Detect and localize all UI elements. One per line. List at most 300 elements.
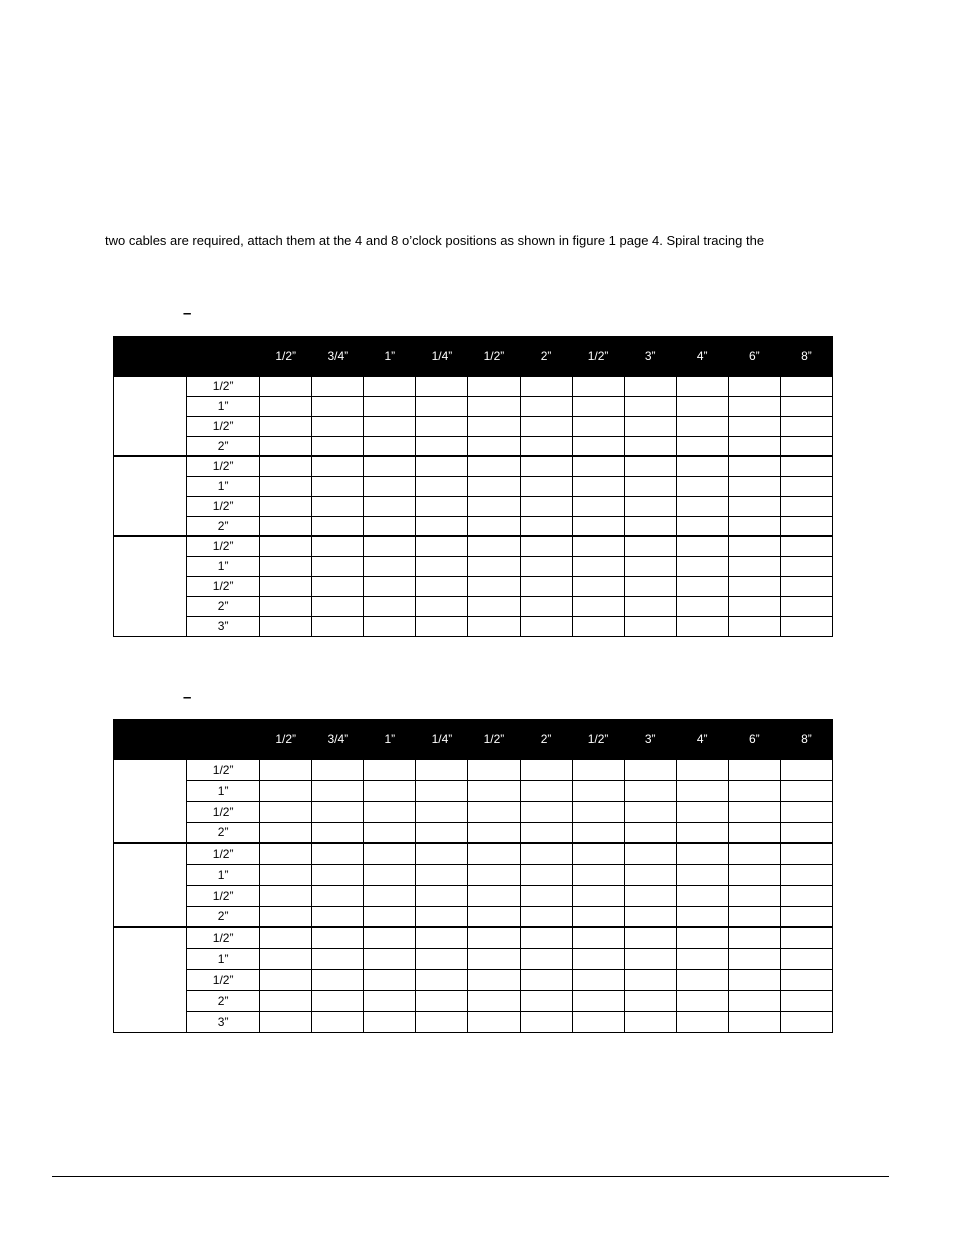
- table-cell: [520, 396, 572, 416]
- table-cell: [416, 969, 468, 990]
- table-cell: [364, 556, 416, 576]
- table-cell: [364, 843, 416, 864]
- column-header: 1”: [364, 720, 416, 760]
- column-header: 3/4”: [312, 337, 364, 377]
- table-cell: [728, 1011, 780, 1032]
- table-cell: [520, 780, 572, 801]
- table-cell: [780, 536, 832, 556]
- table-cell: [572, 616, 624, 636]
- table-cell: [676, 906, 728, 927]
- table-cell: [312, 436, 364, 456]
- row-size-label: 2”: [187, 596, 260, 616]
- table-cell: [312, 596, 364, 616]
- table-cell: [312, 948, 364, 969]
- table-row: [114, 616, 833, 636]
- table-cell: [676, 416, 728, 436]
- table-cell: [468, 456, 520, 476]
- table-cell: [728, 496, 780, 516]
- row-size-label: 1/2”: [187, 496, 260, 516]
- table-row: [114, 969, 833, 990]
- table-cell: [728, 376, 780, 396]
- table-cell: [624, 576, 676, 596]
- table-cell: [728, 436, 780, 456]
- table-cell: [572, 906, 624, 927]
- column-header: 1”: [364, 337, 416, 377]
- table-cell: [728, 616, 780, 636]
- table-cell: [260, 576, 312, 596]
- table-cell: [468, 780, 520, 801]
- table-cell: [676, 990, 728, 1011]
- table-cell: [676, 927, 728, 948]
- table-cell: [572, 864, 624, 885]
- table-cell: [468, 496, 520, 516]
- table-cell: [676, 864, 728, 885]
- table-cell: [676, 376, 728, 396]
- table-cell: [676, 616, 728, 636]
- table-cell: [572, 948, 624, 969]
- table-cell: [364, 906, 416, 927]
- table-cell: [520, 864, 572, 885]
- table-cell: [260, 780, 312, 801]
- table-cell: [676, 596, 728, 616]
- table-cell: [624, 536, 676, 556]
- row-size-label: 1”: [187, 556, 260, 576]
- table-row: [114, 556, 833, 576]
- table-row: [114, 927, 833, 948]
- table-cell: [624, 516, 676, 536]
- table-cell: [624, 801, 676, 822]
- table-cell: [312, 885, 364, 906]
- table-cell: [260, 396, 312, 416]
- row-size-label: 1/2”: [187, 759, 260, 780]
- table-cell: [676, 948, 728, 969]
- table-cell: [780, 476, 832, 496]
- table-cell: [260, 476, 312, 496]
- column-header: 1/2”: [468, 720, 520, 760]
- column-header: 6”: [728, 720, 780, 760]
- table-cell: [364, 436, 416, 456]
- row-size-label: 1/2”: [187, 843, 260, 864]
- table-cell: [572, 556, 624, 576]
- table-cell: [676, 496, 728, 516]
- table-cell: [780, 780, 832, 801]
- table-cell: [312, 906, 364, 927]
- column-header: [114, 337, 187, 377]
- table-cell: [260, 1011, 312, 1032]
- column-header: 1/4”: [416, 720, 468, 760]
- table-cell: [572, 436, 624, 456]
- table-cell: [728, 822, 780, 843]
- table-cell: [780, 927, 832, 948]
- header-row: [114, 337, 833, 377]
- table-cell: [364, 864, 416, 885]
- table-cell: [364, 396, 416, 416]
- table-cell: [572, 596, 624, 616]
- table-cell: [676, 516, 728, 536]
- table-cell: [468, 396, 520, 416]
- table-1-caption-dash: –: [183, 305, 192, 322]
- table-cell: [468, 376, 520, 396]
- table-cell: [260, 436, 312, 456]
- table-row: [114, 476, 833, 496]
- table-cell: [572, 990, 624, 1011]
- table-cell: [520, 616, 572, 636]
- table-cell: [260, 927, 312, 948]
- table-cell: [728, 990, 780, 1011]
- row-size-label: 2”: [187, 906, 260, 927]
- table-cell: [728, 536, 780, 556]
- table-cell: [260, 536, 312, 556]
- table-cell: [780, 864, 832, 885]
- column-header: 8”: [780, 337, 832, 377]
- column-header: [114, 720, 187, 760]
- table-cell: [728, 864, 780, 885]
- table-cell: [468, 576, 520, 596]
- table-cell: [468, 885, 520, 906]
- column-header: 1/2”: [468, 337, 520, 377]
- table-row: [114, 456, 833, 476]
- row-size-label: 2”: [187, 822, 260, 843]
- table-cell: [520, 576, 572, 596]
- table-cell: [312, 822, 364, 843]
- table-cell: [468, 536, 520, 556]
- table-cell: [416, 616, 468, 636]
- table-cell: [780, 969, 832, 990]
- table-cell: [364, 456, 416, 476]
- table-cell: [780, 376, 832, 396]
- table-cell: [624, 990, 676, 1011]
- table-cell: [468, 969, 520, 990]
- table-cell: [468, 516, 520, 536]
- table-cell: [572, 536, 624, 556]
- column-header: 3/4”: [312, 720, 364, 760]
- table-cell: [364, 885, 416, 906]
- table-cell: [676, 885, 728, 906]
- table-cell: [260, 596, 312, 616]
- table-cell: [676, 576, 728, 596]
- table-cell: [364, 822, 416, 843]
- row-size-label: 1/2”: [187, 376, 260, 396]
- table-cell: [728, 969, 780, 990]
- table-cell: [572, 576, 624, 596]
- table-cell: [260, 496, 312, 516]
- table-cell: [624, 885, 676, 906]
- table-cell: [468, 864, 520, 885]
- table-cell: [416, 864, 468, 885]
- table-cell: [260, 516, 312, 536]
- table-cell: [364, 476, 416, 496]
- row-size-label: 1”: [187, 780, 260, 801]
- table-cell: [780, 456, 832, 476]
- table-cell: [572, 1011, 624, 1032]
- table-cell: [728, 456, 780, 476]
- table-cell: [468, 616, 520, 636]
- table-cell: [364, 496, 416, 516]
- row-size-label: 1/2”: [187, 927, 260, 948]
- table-cell: [312, 556, 364, 576]
- pipe-size-table-1: [113, 336, 833, 637]
- column-header: 1/2”: [572, 720, 624, 760]
- table-row: [114, 536, 833, 556]
- table-row: [114, 416, 833, 436]
- table-cell: [624, 1011, 676, 1032]
- table-cell: [312, 801, 364, 822]
- row-size-label: 3”: [187, 1011, 260, 1032]
- table-cell: [780, 990, 832, 1011]
- table-cell: [416, 496, 468, 516]
- table-cell: [312, 576, 364, 596]
- table-cell: [676, 780, 728, 801]
- table-cell: [416, 822, 468, 843]
- table-cell: [364, 969, 416, 990]
- table-cell: [260, 416, 312, 436]
- table-row: [114, 801, 833, 822]
- table-cell: [728, 576, 780, 596]
- table-cell: [416, 927, 468, 948]
- table-cell: [520, 436, 572, 456]
- table-cell: [312, 616, 364, 636]
- table-cell: [364, 516, 416, 536]
- table-cell: [572, 396, 624, 416]
- row-size-label: 1/2”: [187, 416, 260, 436]
- table-cell: [364, 576, 416, 596]
- table-cell: [676, 456, 728, 476]
- table-row: [114, 576, 833, 596]
- table-cell: [676, 536, 728, 556]
- table-cell: [260, 885, 312, 906]
- table-row: [114, 885, 833, 906]
- table-cell: [728, 416, 780, 436]
- table-cell: [416, 476, 468, 496]
- table-cell: [520, 927, 572, 948]
- table-cell: [416, 780, 468, 801]
- table-cell: [780, 616, 832, 636]
- table-cell: [624, 376, 676, 396]
- table-row: [114, 864, 833, 885]
- table-cell: [572, 496, 624, 516]
- table-row: [114, 948, 833, 969]
- table-cell: [364, 990, 416, 1011]
- table-cell: [572, 969, 624, 990]
- table-cell: [780, 436, 832, 456]
- table-cell: [416, 456, 468, 476]
- table-cell: [416, 948, 468, 969]
- table-cell: [676, 436, 728, 456]
- table-cell: [520, 556, 572, 576]
- table-cell: [260, 616, 312, 636]
- table-cell: [468, 927, 520, 948]
- table-row: [114, 516, 833, 536]
- table-cell: [624, 906, 676, 927]
- pipe-size-table-2: [113, 719, 833, 1033]
- column-header: 3”: [624, 337, 676, 377]
- table-cell: [572, 456, 624, 476]
- table-cell: [260, 801, 312, 822]
- column-header: 1/2”: [260, 720, 312, 760]
- table-cell: [260, 948, 312, 969]
- table-cell: [780, 576, 832, 596]
- table-cell: [520, 801, 572, 822]
- table-cell: [312, 476, 364, 496]
- table-cell: [312, 496, 364, 516]
- table-cell: [572, 516, 624, 536]
- table-cell: [468, 801, 520, 822]
- table-cell: [312, 416, 364, 436]
- table-cell: [624, 927, 676, 948]
- table-cell: [520, 906, 572, 927]
- row-size-label: 1/2”: [187, 969, 260, 990]
- row-size-label: 1”: [187, 948, 260, 969]
- table-cell: [572, 843, 624, 864]
- table-row: [114, 596, 833, 616]
- table-cell: [312, 990, 364, 1011]
- table-cell: [676, 759, 728, 780]
- table-cell: [624, 843, 676, 864]
- table-cell: [572, 376, 624, 396]
- table-cell: [364, 780, 416, 801]
- table-cell: [468, 990, 520, 1011]
- table-cell: [260, 990, 312, 1011]
- table-cell: [728, 516, 780, 536]
- table-cell: [520, 596, 572, 616]
- table-row: [114, 1011, 833, 1032]
- table-row: [114, 376, 833, 396]
- table-cell: [728, 801, 780, 822]
- column-header: 2”: [520, 337, 572, 377]
- table-cell: [416, 396, 468, 416]
- table-cell: [260, 822, 312, 843]
- table-cell: [312, 843, 364, 864]
- table-cell: [364, 596, 416, 616]
- table-row: [114, 990, 833, 1011]
- column-header: 4”: [676, 720, 728, 760]
- table-cell: [520, 759, 572, 780]
- row-size-label: 1/2”: [187, 456, 260, 476]
- table-row: [114, 436, 833, 456]
- table-cell: [312, 516, 364, 536]
- table-cell: [468, 436, 520, 456]
- table-row: [114, 843, 833, 864]
- table-cell: [624, 616, 676, 636]
- table-cell: [312, 376, 364, 396]
- table-cell: [780, 843, 832, 864]
- row-size-label: 1”: [187, 396, 260, 416]
- table-cell: [312, 969, 364, 990]
- table-cell: [624, 476, 676, 496]
- table-cell: [468, 596, 520, 616]
- table-cell: [780, 416, 832, 436]
- table-cell: [416, 576, 468, 596]
- table-cell: [468, 843, 520, 864]
- table-cell: [572, 416, 624, 436]
- table-cell: [416, 596, 468, 616]
- table-cell: [312, 864, 364, 885]
- row-group-label: [114, 843, 187, 927]
- table-cell: [364, 536, 416, 556]
- row-size-label: 2”: [187, 990, 260, 1011]
- table-cell: [468, 556, 520, 576]
- table-cell: [520, 456, 572, 476]
- table-row: [114, 759, 833, 780]
- table-cell: [416, 536, 468, 556]
- table-cell: [780, 516, 832, 536]
- table-cell: [624, 456, 676, 476]
- table-cell: [416, 759, 468, 780]
- table-cell: [780, 596, 832, 616]
- table-cell: [780, 759, 832, 780]
- table-cell: [312, 759, 364, 780]
- table-cell: [520, 1011, 572, 1032]
- column-header: 4”: [676, 337, 728, 377]
- table-cell: [780, 396, 832, 416]
- table-cell: [312, 1011, 364, 1032]
- table-cell: [364, 927, 416, 948]
- table-cell: [572, 801, 624, 822]
- table-cell: [624, 759, 676, 780]
- table-cell: [520, 376, 572, 396]
- row-group-label: [114, 456, 187, 536]
- table-cell: [312, 536, 364, 556]
- column-header: [187, 337, 260, 377]
- table-cell: [520, 843, 572, 864]
- row-size-label: 2”: [187, 436, 260, 456]
- table-cell: [624, 948, 676, 969]
- table-cell: [676, 822, 728, 843]
- table-cell: [416, 906, 468, 927]
- row-group-label: [114, 376, 187, 456]
- table-cell: [520, 822, 572, 843]
- table-cell: [780, 801, 832, 822]
- table-cell: [520, 496, 572, 516]
- table-cell: [260, 456, 312, 476]
- table-cell: [468, 948, 520, 969]
- table-cell: [676, 801, 728, 822]
- table-cell: [312, 396, 364, 416]
- table-cell: [260, 906, 312, 927]
- table-cell: [416, 436, 468, 456]
- table-cell: [780, 1011, 832, 1032]
- table-cell: [572, 476, 624, 496]
- table-cell: [780, 906, 832, 927]
- table-cell: [572, 885, 624, 906]
- table-cell: [624, 822, 676, 843]
- table-cell: [312, 780, 364, 801]
- row-group-label: [114, 536, 187, 636]
- row-size-label: 1/2”: [187, 885, 260, 906]
- column-header: 1/2”: [260, 337, 312, 377]
- table-cell: [728, 759, 780, 780]
- table-cell: [260, 759, 312, 780]
- table-2-caption-dash: –: [183, 689, 192, 706]
- column-header: 1/4”: [416, 337, 468, 377]
- table-cell: [624, 969, 676, 990]
- footer-rule: [52, 1176, 889, 1177]
- table-cell: [416, 885, 468, 906]
- table-cell: [468, 1011, 520, 1032]
- table-row: [114, 496, 833, 516]
- body-paragraph: two cables are required, attach them at the 4 and 8 o’clock positions as shown in figure 1 page 4. Spiral tracing the: [105, 233, 765, 248]
- table-row: [114, 822, 833, 843]
- table-cell: [520, 476, 572, 496]
- table-cell: [728, 948, 780, 969]
- table-cell: [728, 843, 780, 864]
- table-cell: [468, 822, 520, 843]
- table-cell: [364, 759, 416, 780]
- table-cell: [728, 596, 780, 616]
- table-cell: [520, 516, 572, 536]
- table-cell: [572, 927, 624, 948]
- table-cell: [364, 1011, 416, 1032]
